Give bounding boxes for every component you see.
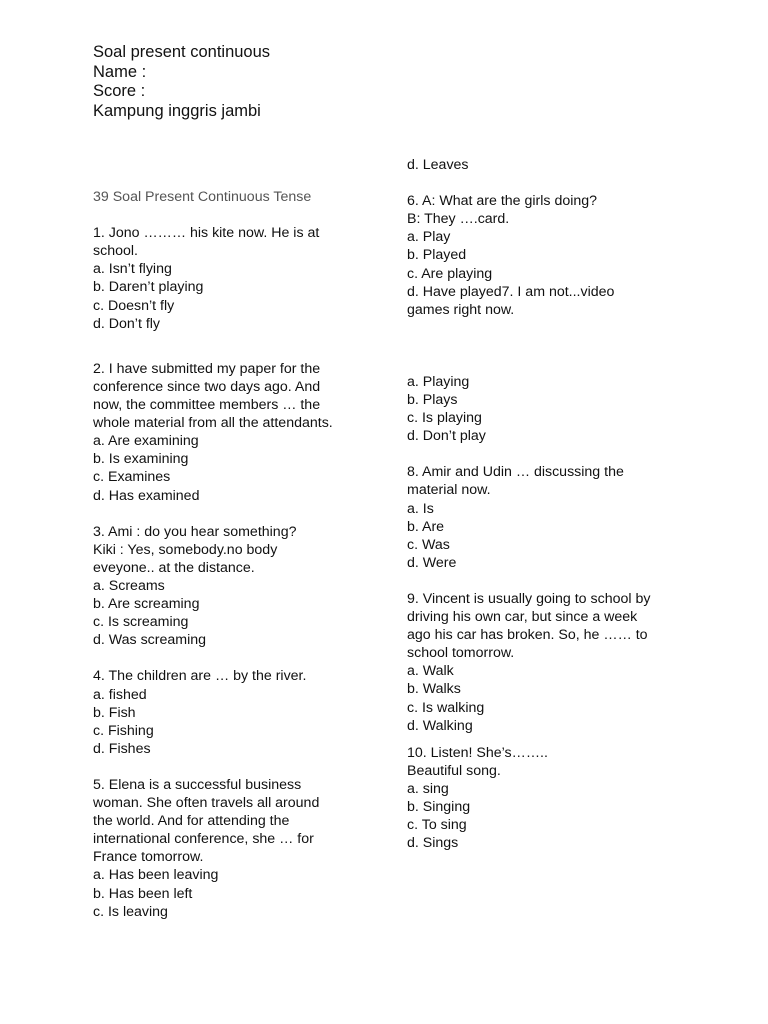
- question-text: Beautiful song.: [407, 762, 501, 779]
- question-text: conference since two days ago. And: [93, 378, 321, 395]
- option-d: d. Walking: [407, 717, 473, 734]
- option-d: d. Sings: [407, 835, 459, 852]
- question-10: [407, 744, 707, 853]
- name-label: Name :: [93, 62, 147, 81]
- option-a: a. Has been leaving: [93, 867, 219, 884]
- question-text: 6. A: What are the girls doing?: [407, 193, 598, 210]
- question-text: 5. Elena is a successful business: [93, 777, 302, 793]
- question-text: B: They ….card.: [407, 211, 510, 228]
- option-a: a. Walk: [407, 663, 454, 680]
- question-text: eveyone.. at the distance.: [93, 559, 255, 576]
- option-d: d. Fishes: [93, 740, 151, 757]
- question-8: [407, 463, 707, 572]
- option-c: c. Is playing: [407, 410, 482, 427]
- document-header: [93, 43, 270, 121]
- question-text: woman. She often travels all around: [93, 795, 320, 812]
- option-b: b. Walks: [407, 681, 461, 698]
- question-text: France tomorrow.: [93, 849, 204, 866]
- option-c: c. Fishing: [93, 722, 154, 739]
- option-c: c. To sing: [407, 817, 467, 834]
- question-text: 2. I have submitted my paper for the: [93, 360, 321, 377]
- question-9: [407, 590, 707, 735]
- option-a: a. Are examining: [93, 433, 199, 450]
- question-text: now, the committee members … the: [93, 397, 321, 414]
- option-d: d. Have played7. I am not...video: [407, 283, 615, 300]
- option-a: a. Isn’t flying: [93, 261, 172, 278]
- option-d: d. Don’t play: [407, 428, 486, 445]
- option-c: c. Are playing: [407, 265, 493, 282]
- option-d: d. Has examined: [93, 487, 200, 504]
- question-text: Kiki : Yes, somebody.no body: [93, 541, 278, 558]
- option-a: a. Screams: [93, 577, 165, 594]
- right-column: [407, 156, 707, 852]
- option-b: b. Plays: [407, 391, 458, 408]
- question-text: 4. The children are … by the river.: [93, 668, 307, 685]
- question-text: school.: [93, 243, 138, 260]
- option-a: a. Playing: [407, 373, 470, 390]
- option-b: b. Daren’t playing: [93, 279, 204, 296]
- option-c: c. Is walking: [407, 699, 485, 716]
- option-b: b. Played: [407, 247, 467, 264]
- question-1: [93, 224, 393, 333]
- question-2: [93, 360, 393, 505]
- option-c: c. Doesn’t fly: [93, 297, 175, 314]
- section-subtitle: 39 Soal Present Continuous Tense: [93, 189, 312, 205]
- option-c: c. Was: [407, 536, 450, 553]
- question-4: [93, 667, 393, 757]
- question-text: the world. And for attending the: [93, 813, 290, 830]
- score-label: Score :: [93, 82, 146, 100]
- question-text: 1. Jono ……… his kite now. He is at: [93, 225, 320, 242]
- document-title: Soal present continuous: [93, 43, 271, 61]
- option-b: b. Has been left: [93, 885, 193, 902]
- question-text: games right now.: [407, 301, 515, 318]
- option-d: d. Were: [407, 554, 457, 571]
- option-c: c. Is leaving: [93, 903, 168, 920]
- option-b: b. Are screaming: [93, 596, 200, 613]
- option-b: b. Is examining: [93, 451, 189, 468]
- question-text: international conference, she … for: [93, 831, 314, 848]
- option-a: a. Is: [407, 500, 434, 517]
- question-text: 9. Vincent is usually going to school by: [407, 590, 651, 607]
- option-d: d. Don’t fly: [93, 315, 161, 332]
- question-text: 8. Amir and Udin … discussing the: [407, 464, 624, 481]
- question-text: driving his own car, but since a week: [407, 609, 638, 626]
- option-a: a. Play: [407, 229, 451, 246]
- school-name: Kampung inggris jambi: [93, 101, 261, 120]
- question-5: [93, 776, 393, 921]
- left-column: [93, 188, 393, 921]
- option-b: b. Are: [407, 518, 445, 535]
- option-b: b. Singing: [407, 799, 471, 815]
- question-text: whole material from all the attendants.: [93, 415, 333, 432]
- question-6: [407, 192, 707, 319]
- question-7: [407, 373, 707, 445]
- question-text: material now.: [407, 482, 491, 499]
- option-a: a. sing: [407, 780, 449, 797]
- option-c: c. Examines: [93, 469, 171, 486]
- option-d: d. Leaves: [407, 157, 469, 173]
- question-3: [93, 523, 393, 650]
- option-d: d. Was screaming: [93, 632, 207, 649]
- question-text: 10. Listen! She’s……..: [407, 744, 548, 761]
- question-text: 3. Ami : do you hear something?: [93, 523, 297, 540]
- question-text: ago his car has broken. So, he …… to: [407, 627, 648, 644]
- option-a: a. fished: [93, 686, 147, 703]
- question-text: school tomorrow.: [407, 645, 515, 662]
- option-b: b. Fish: [93, 704, 136, 721]
- option-c: c. Is screaming: [93, 614, 189, 631]
